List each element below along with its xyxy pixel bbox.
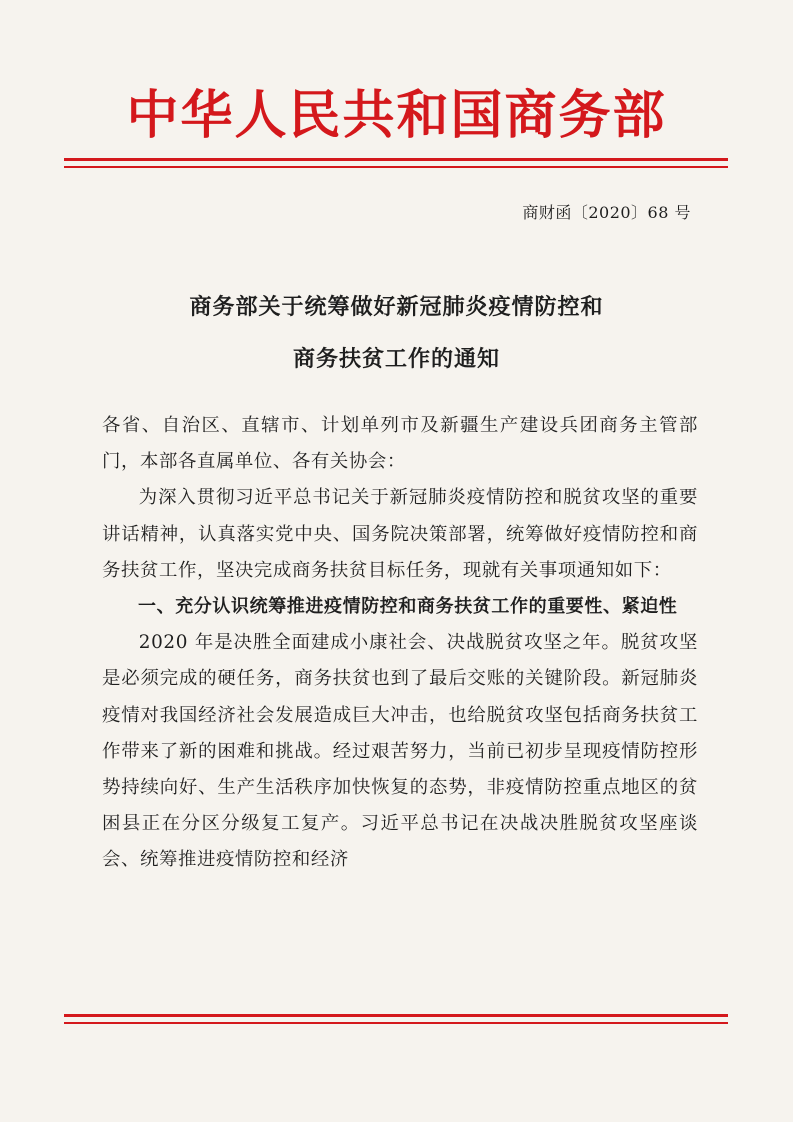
masthead-rule-thick [64,158,728,161]
masthead-rule-thin [64,166,728,168]
document-body [102,408,698,879]
salutation: 各省、自治区、直辖市、计划单列市及新疆生产建设兵团商务主管部门，本部各直属单位、各有关协会： [102,415,698,473]
section-1-heading: 一、充分认识统筹推进疫情防控和商务扶贫工作的重要性、紧迫性 [138,596,678,618]
title-line-2: 商务扶贫工作的通知 [292,347,500,372]
masthead-title: 中华人民共和国商务部 [126,86,667,146]
footer-rule-thin [64,1022,728,1024]
document-number: 商财函〔2020〕68 号 [522,203,691,222]
intro-paragraph: 为深入贯彻习近平总书记关于新冠肺炎疫情防控和脱贫攻坚的重要讲话精神，认真落实党中央、国务院决策部署，统筹做好疫情防控和商务扶贫工作，坚决完成商务扶贫目标任务，现就有关事项通知如下： [102,487,698,581]
section-1-paragraph: 2020 年是决胜全面建成小康社会、决战脱贫攻坚之年。脱贫攻坚是必须完成的硬任务，商务扶贫也到了最后交账的关键阶段。新冠肺炎疫情对我国经济社会发展造成巨大冲击，也给脱贫攻坚包括商务扶贫工作带来了新的困难和挑战。经过艰苦努力，当前已初步呈现疫情防控形势持续向好、生产生活秩序加快恢复的态势，非疫情防控重点地区的贫困县正在分区分级复工复产。习近平总书记在决战决胜脱贫攻坚座谈会、统筹推进疫情防控和经济 [102,632,698,871]
footer-rule-thick [64,1014,728,1017]
document-title [0,282,793,386]
title-line-1: 商务部关于统筹做好新冠肺炎疫情防控和 [189,295,604,320]
